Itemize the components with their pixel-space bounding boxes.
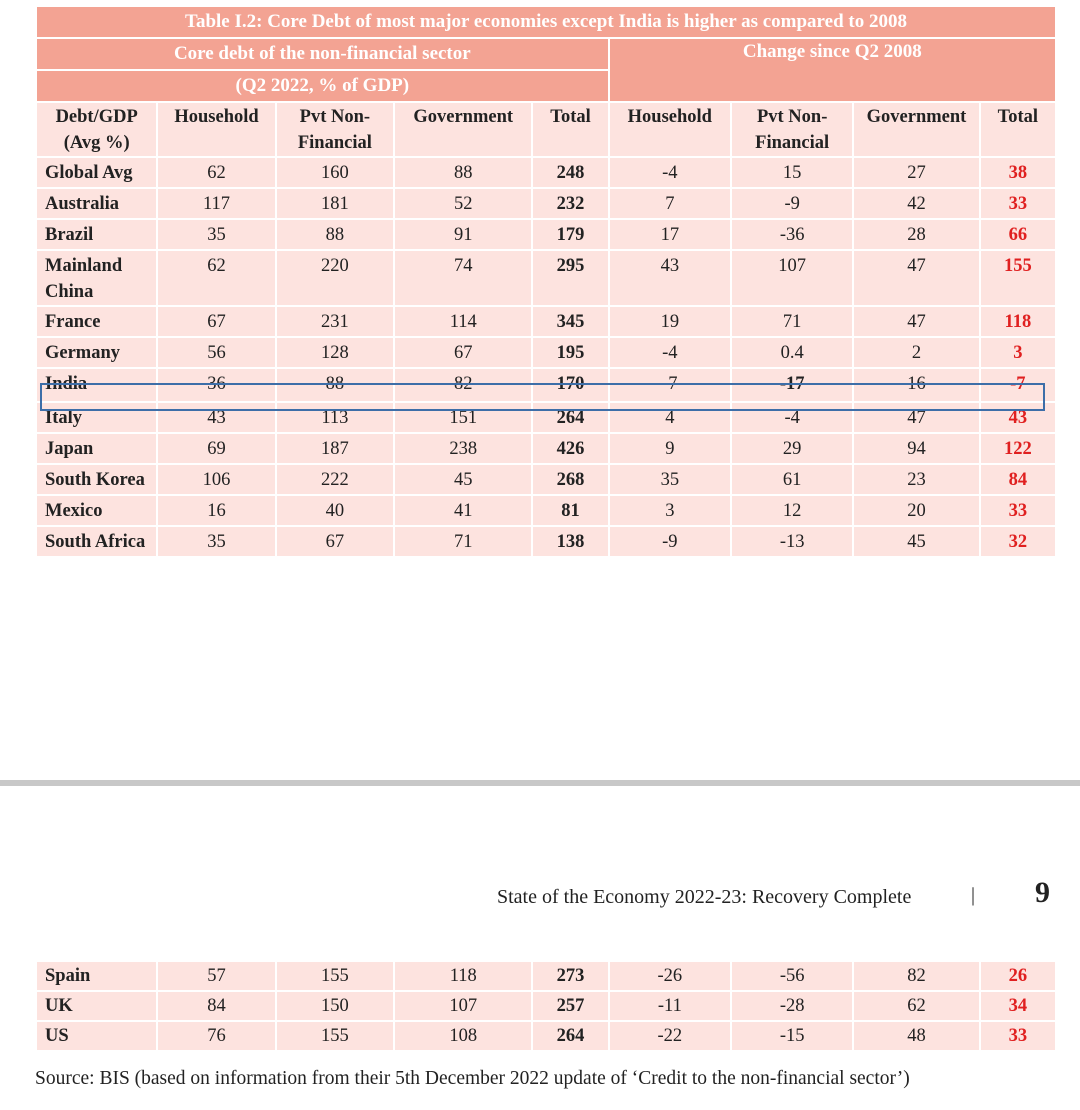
change-pvt-non-financial-cell: -17: [732, 369, 852, 401]
change-government-cell: 28: [854, 220, 978, 249]
household-cell: 35: [158, 220, 274, 249]
household-cell: 106: [158, 465, 274, 494]
change-government-cell: 47: [854, 251, 978, 305]
household-cell: 76: [158, 1022, 274, 1050]
country-cell: US: [37, 1022, 156, 1050]
household-cell: 62: [158, 158, 274, 187]
government-cell: 82: [395, 369, 531, 401]
table-row: [37, 158, 1055, 187]
table-row: [37, 251, 1055, 305]
column-header-pvt-non-financial: Pvt Non- Financial: [277, 103, 393, 156]
government-cell: 41: [395, 496, 531, 525]
country-cell: Australia: [37, 189, 156, 218]
change-household-cell: 35: [610, 465, 730, 494]
total-cell: 264: [533, 1022, 607, 1050]
pvt-non-financial-cell: 155: [277, 962, 393, 990]
household-cell: 117: [158, 189, 274, 218]
total-cell: 264: [533, 403, 607, 432]
total-cell: 179: [533, 220, 607, 249]
change-household-cell: 43: [610, 251, 730, 305]
pvt-non-financial-cell: 128: [277, 338, 393, 367]
pvt-non-financial-cell: 155: [277, 1022, 393, 1050]
change-pvt-non-financial-cell: -15: [732, 1022, 852, 1050]
total-cell: 81: [533, 496, 607, 525]
change-pvt-non-financial-cell: -9: [732, 189, 852, 218]
country-cell: Japan: [37, 434, 156, 463]
household-cell: 57: [158, 962, 274, 990]
column-header-change-government: Government: [854, 103, 978, 156]
total-cell: 268: [533, 465, 607, 494]
change-household-cell: 7: [610, 189, 730, 218]
change-total-cell: 3: [981, 338, 1055, 367]
change-total-cell: 33: [981, 189, 1055, 218]
government-cell: 91: [395, 220, 531, 249]
column-header-total: Total: [533, 103, 607, 156]
government-cell: 108: [395, 1022, 531, 1050]
column-header-country: Debt/GDP (Avg %): [37, 103, 156, 156]
household-cell: 62: [158, 251, 274, 305]
pvt-non-financial-cell: 67: [277, 527, 393, 556]
change-government-cell: 23: [854, 465, 978, 494]
change-pvt-non-financial-cell: 29: [732, 434, 852, 463]
page-number: 9: [1035, 876, 1050, 909]
change-government-cell: 20: [854, 496, 978, 525]
table-row: [37, 962, 1055, 990]
household-cell: 16: [158, 496, 274, 525]
change-total-cell: -7: [981, 369, 1055, 401]
government-cell: 114: [395, 307, 531, 336]
household-cell: 36: [158, 369, 274, 401]
change-government-cell: 47: [854, 307, 978, 336]
change-total-cell: 34: [981, 992, 1055, 1020]
total-cell: 426: [533, 434, 607, 463]
change-household-cell: -11: [610, 992, 730, 1020]
pvt-non-financial-cell: 88: [277, 369, 393, 401]
household-cell: 69: [158, 434, 274, 463]
change-total-cell: 66: [981, 220, 1055, 249]
column-header-government: Government: [395, 103, 531, 156]
pvt-non-financial-cell: 88: [277, 220, 393, 249]
change-government-cell: 16: [854, 369, 978, 401]
column-header-change-total: Total: [981, 103, 1055, 156]
government-cell: 107: [395, 992, 531, 1020]
pvt-non-financial-cell: 220: [277, 251, 393, 305]
core-debt-table: [35, 5, 1057, 558]
change-pvt-non-financial-cell: 107: [732, 251, 852, 305]
country-cell: South Korea: [37, 465, 156, 494]
group-header-core-debt-sub: (Q2 2022, % of GDP): [37, 71, 608, 101]
government-cell: 88: [395, 158, 531, 187]
table-row: [37, 1022, 1055, 1050]
change-pvt-non-financial-cell: -13: [732, 527, 852, 556]
country-cell: Spain: [37, 962, 156, 990]
total-cell: 273: [533, 962, 607, 990]
government-cell: 151: [395, 403, 531, 432]
pvt-non-financial-cell: 222: [277, 465, 393, 494]
change-government-cell: 2: [854, 338, 978, 367]
pvt-non-financial-cell: 113: [277, 403, 393, 432]
running-head-separator: |: [971, 884, 976, 906]
change-household-cell: 19: [610, 307, 730, 336]
india-highlight-box: [40, 383, 1045, 411]
change-total-cell: 38: [981, 158, 1055, 187]
country-cell: Mainland China: [37, 251, 156, 305]
government-cell: 118: [395, 962, 531, 990]
country-cell: Germany: [37, 338, 156, 367]
core-debt-table-continued: [35, 960, 1057, 1052]
change-pvt-non-financial-cell: 71: [732, 307, 852, 336]
pvt-non-financial-cell: 181: [277, 189, 393, 218]
change-total-cell: 43: [981, 403, 1055, 432]
change-household-cell: -4: [610, 338, 730, 367]
country-cell: Mexico: [37, 496, 156, 525]
total-cell: 248: [533, 158, 607, 187]
table-row: [37, 189, 1055, 218]
change-pvt-non-financial-cell: -36: [732, 220, 852, 249]
change-total-cell: 118: [981, 307, 1055, 336]
change-household-cell: -9: [610, 527, 730, 556]
change-total-cell: 32: [981, 527, 1055, 556]
government-cell: 52: [395, 189, 531, 218]
total-cell: 257: [533, 992, 607, 1020]
change-household-cell: 9: [610, 434, 730, 463]
change-total-cell: 33: [981, 1022, 1055, 1050]
country-cell: Global Avg: [37, 158, 156, 187]
household-cell: 43: [158, 403, 274, 432]
table-row: [37, 338, 1055, 367]
household-cell: 67: [158, 307, 274, 336]
change-household-cell: 4: [610, 403, 730, 432]
column-header-change-pvt-non-financial: Pvt Non- Financial: [732, 103, 852, 156]
change-total-cell: 26: [981, 962, 1055, 990]
total-cell: 195: [533, 338, 607, 367]
pvt-non-financial-cell: 187: [277, 434, 393, 463]
household-cell: 35: [158, 527, 274, 556]
household-cell: 84: [158, 992, 274, 1020]
total-cell: 345: [533, 307, 607, 336]
pvt-non-financial-cell: 160: [277, 158, 393, 187]
country-cell: South Africa: [37, 527, 156, 556]
pvt-non-financial-cell: 231: [277, 307, 393, 336]
country-cell: India: [37, 369, 156, 401]
pvt-non-financial-cell: 40: [277, 496, 393, 525]
change-government-cell: 82: [854, 962, 978, 990]
table-row: [37, 465, 1055, 494]
change-pvt-non-financial-cell: -4: [732, 403, 852, 432]
change-government-cell: 27: [854, 158, 978, 187]
table-row: [37, 434, 1055, 463]
change-total-cell: 84: [981, 465, 1055, 494]
total-cell: 232: [533, 189, 607, 218]
column-header-change-household: Household: [610, 103, 730, 156]
change-household-cell: -22: [610, 1022, 730, 1050]
table-row: [37, 220, 1055, 249]
change-household-cell: -26: [610, 962, 730, 990]
total-cell: 295: [533, 251, 607, 305]
change-government-cell: 45: [854, 527, 978, 556]
change-pvt-non-financial-cell: -56: [732, 962, 852, 990]
total-cell: 170: [533, 369, 607, 401]
country-cell: UK: [37, 992, 156, 1020]
country-cell: France: [37, 307, 156, 336]
change-government-cell: 47: [854, 403, 978, 432]
change-government-cell: 94: [854, 434, 978, 463]
change-government-cell: 48: [854, 1022, 978, 1050]
change-pvt-non-financial-cell: 12: [732, 496, 852, 525]
pvt-non-financial-cell: 150: [277, 992, 393, 1020]
running-head: State of the Economy 2022-23: Recovery Complete: [497, 886, 912, 908]
change-total-cell: 33: [981, 496, 1055, 525]
source-note: Source: BIS (based on information from their 5th December 2022 update of ‘Credit to the non-financial sector’): [35, 1068, 910, 1089]
government-cell: 45: [395, 465, 531, 494]
change-government-cell: 42: [854, 189, 978, 218]
group-header-core-debt: Core debt of the non-financial sector: [37, 39, 608, 69]
change-pvt-non-financial-cell: -28: [732, 992, 852, 1020]
column-header-household: Household: [158, 103, 274, 156]
page-divider: [0, 780, 1080, 786]
change-pvt-non-financial-cell: 61: [732, 465, 852, 494]
government-cell: 71: [395, 527, 531, 556]
country-cell: Brazil: [37, 220, 156, 249]
group-header-change: Change since Q2 2008: [610, 39, 1055, 101]
government-cell: 74: [395, 251, 531, 305]
table-title: Table I.2: Core Debt of most major economies except India is higher as compared to 2008: [37, 7, 1055, 37]
table-row: [37, 992, 1055, 1020]
government-cell: 238: [395, 434, 531, 463]
country-cell: Italy: [37, 403, 156, 432]
government-cell: 67: [395, 338, 531, 367]
change-total-cell: 122: [981, 434, 1055, 463]
change-pvt-non-financial-cell: 15: [732, 158, 852, 187]
change-household-cell: 3: [610, 496, 730, 525]
table-row: [37, 307, 1055, 336]
change-total-cell: 155: [981, 251, 1055, 305]
change-pvt-non-financial-cell: 0.4: [732, 338, 852, 367]
change-household-cell: -4: [610, 158, 730, 187]
change-household-cell: 17: [610, 220, 730, 249]
change-household-cell: -7: [610, 369, 730, 401]
change-government-cell: 62: [854, 992, 978, 1020]
total-cell: 138: [533, 527, 607, 556]
table-row: [37, 527, 1055, 556]
table-row: [37, 496, 1055, 525]
household-cell: 56: [158, 338, 274, 367]
